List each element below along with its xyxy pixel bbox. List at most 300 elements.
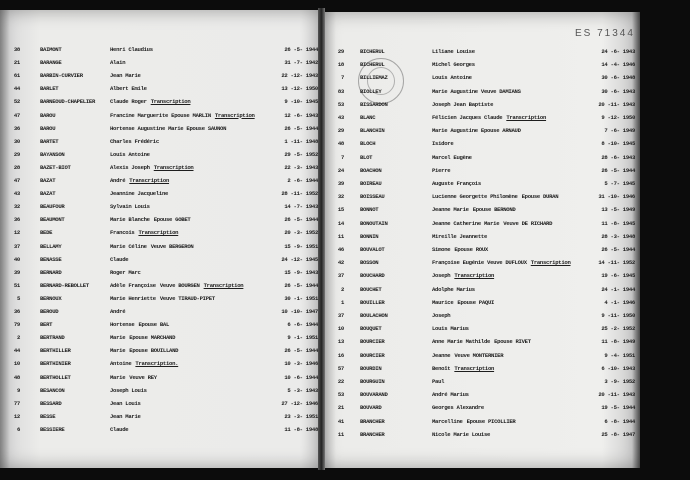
entry-note: Transcription (203, 281, 244, 289)
entry-given-names: Louis Antoine (432, 74, 472, 82)
register-entry (0, 310, 690, 322)
entry-note: Transcription (506, 114, 547, 121)
entry-number: 37 (337, 312, 344, 319)
entry-number: 24 (337, 166, 344, 174)
entry-given-names: André (110, 308, 126, 315)
entry-number: 83 (337, 87, 344, 95)
entry-given-names: Marie Augustine Epouse ARNAUD (432, 127, 521, 135)
entry-given-names: Marie Blanche (110, 216, 150, 224)
entry-number: 41 (337, 417, 344, 425)
entry-date: 20 -3- 1952 (284, 229, 318, 237)
entry-given-names: Jeannine Jacqueline (110, 190, 169, 198)
entry-surname: BOUCHET (360, 285, 382, 293)
entry-given-names: Joseph Louis (110, 386, 147, 394)
entry-details (432, 152, 476, 164)
entry-details (432, 46, 479, 58)
entry-date: 25 -2- 1952 (601, 325, 635, 333)
entry-date: 9 -12- 1950 (601, 114, 635, 121)
entry-given-names: Nicole Marie Louise (432, 430, 491, 438)
entry-surname: BOURCIER (360, 351, 385, 359)
entry-date: 19 -6- 1945 (601, 272, 635, 280)
entry-spouse: Veuve DE RICHARD (503, 219, 553, 227)
entry-surname: BERNARD-REBOLLET (40, 281, 89, 289)
entry-surname: BEAUMONT (40, 216, 65, 224)
entry-date: 6 -6- 1944 (287, 321, 318, 329)
entry-number: 12 (13, 229, 20, 237)
entry-given-names: Adèle Françoise (110, 281, 156, 289)
entry-given-names: Joseph Jean Baptiste (432, 100, 494, 108)
entry-date: 14 -11- 1952 (598, 259, 635, 267)
entry-surname: BOACHON (360, 166, 382, 174)
entry-surname: BERNOUX (40, 294, 62, 302)
entry-details (432, 257, 575, 269)
entry-date: 23 -3- 1951 (284, 412, 318, 420)
entry-surname: BONNOT (360, 206, 379, 214)
entry-surname: BARNEOUD-CHAPELIER (40, 98, 96, 106)
entry-date: 11 -8- 1948 (284, 425, 318, 433)
entry-details (432, 165, 454, 177)
entry-spouse: Epouse BOUILLAND (129, 347, 179, 355)
entry-given-names: Jean Marie (110, 72, 141, 80)
entry-surname: BAIMONT (40, 46, 62, 53)
entry-date: 8 -10- 1945 (601, 140, 635, 148)
entry-number: 36 (13, 308, 20, 315)
entry-given-names: Francine Marguerite Epouse MARLIN (110, 111, 211, 119)
register-entry (0, 399, 690, 414)
entry-number: 43 (337, 114, 344, 121)
entry-date: 26 -5- 1944 (601, 246, 635, 253)
entry-spouse: Veuve MONTERNIER (454, 351, 504, 359)
entry-given-names: Auguste François (432, 180, 481, 187)
entry-details (432, 336, 535, 348)
entry-date: 6 -10- 1943 (601, 364, 635, 372)
entry-given-names: Francois (110, 229, 135, 237)
entry-date: 28 -6- 1943 (601, 153, 635, 161)
entry-given-names: Sylvain Louis (110, 203, 150, 211)
entry-surname: BOULACHON (360, 312, 388, 319)
entry-surname: BERNARD (40, 268, 62, 276)
entry-surname: BLANCHIN (360, 127, 385, 135)
entry-date: 19 -5- 1944 (601, 404, 635, 412)
register-entry (0, 294, 690, 309)
entry-note: Transcription (129, 177, 170, 184)
entry-details (432, 376, 448, 388)
entry-date: 5 -7- 1945 (604, 180, 635, 187)
entry-number: 15 (337, 206, 344, 214)
entry-date: 22 -12- 1943 (281, 72, 318, 80)
entry-given-names: Jeanne Marie (432, 206, 469, 214)
entry-details (432, 350, 507, 362)
entry-given-names: Maurice (432, 298, 454, 306)
entry-date: 20 -11- 1943 (598, 100, 635, 108)
entry-given-names: Charles Frédéric (110, 137, 159, 145)
entry-given-names: Isidore (432, 140, 454, 148)
entry-given-names: Adolphe Marius (432, 285, 475, 293)
entry-details (432, 204, 519, 216)
register-entry (0, 125, 690, 137)
entry-surname: BOISSEAU (360, 193, 385, 201)
entry-date: 9 -1- 1951 (287, 334, 318, 342)
register-entry (0, 416, 690, 428)
entry-number: 29 (337, 48, 344, 55)
entry-date: 30 -1- 1951 (284, 294, 318, 302)
entry-given-names: Marie (110, 373, 126, 381)
entry-details (432, 363, 498, 375)
entry-date: 24 -12- 1945 (281, 255, 318, 263)
entry-given-names: Jean Louis (110, 399, 141, 407)
entry-spouse: Epouse DURAN (521, 193, 559, 201)
entry-number: 11 (337, 232, 344, 240)
entry-given-names: André Marius (432, 391, 469, 399)
register-entry (0, 72, 690, 84)
entry-surname: BERT (40, 321, 53, 329)
register-entry (0, 204, 690, 216)
entry-date: 26 -5- 1944 (284, 347, 318, 355)
entry-note: Transcription (138, 229, 179, 237)
entry-surname: BESSE (40, 412, 56, 420)
entry-date: 13 -12- 1950 (281, 85, 318, 93)
register-entry (0, 138, 690, 150)
entry-details (432, 99, 497, 111)
entry-surname: BOUQUET (360, 325, 382, 333)
entry-given-names: Alain (110, 59, 126, 67)
entry-date: 11 -8- 1949 (601, 338, 635, 346)
entry-date: 15 -9- 1951 (284, 242, 318, 250)
entry-date: 27 -12- 1946 (281, 399, 318, 407)
entry-surname: BENASSE (40, 255, 62, 263)
entry-number: 40 (13, 255, 20, 263)
entry-number: 47 (13, 111, 20, 119)
entry-number: 10 (13, 360, 20, 368)
entry-surname: BOUVARD (360, 404, 382, 412)
entry-date: 24 -6- 1943 (601, 48, 635, 55)
register-entry (0, 244, 690, 256)
entry-given-names: Anne Marie Mathilde (432, 338, 491, 346)
entry-surname: BOIREAU (360, 180, 382, 187)
entry-date: 31 -10- 1946 (598, 193, 635, 201)
entry-details (432, 218, 556, 230)
entry-number: 46 (337, 246, 344, 253)
register-entry (0, 386, 690, 401)
register-entry (0, 281, 690, 296)
entry-date: 26 -5- 1944 (284, 281, 318, 289)
entry-surname: BESSARD (40, 399, 62, 407)
entry-given-names: Lucienne Georgette Philomène (432, 193, 518, 201)
entry-number: 48 (337, 140, 344, 148)
entry-number: 10 (337, 325, 344, 333)
entry-given-names: Michel Georges (432, 61, 475, 69)
entry-given-names: Marie Henriette (110, 294, 156, 302)
register-entry (0, 46, 690, 58)
entry-number: 5 (16, 294, 20, 302)
entry-surname: BAZAT (40, 177, 56, 184)
entry-given-names: Françoise Eugénie Veuve DUFLOUX (432, 259, 527, 267)
register-entry (0, 165, 690, 177)
entry-number: 79 (13, 321, 20, 329)
entry-details (432, 59, 479, 71)
entry-number: 1 (340, 298, 344, 306)
entry-details (432, 72, 476, 84)
entry-details (432, 125, 525, 137)
entry-given-names: Alexis Joseph (110, 163, 150, 171)
entry-date: 13 -5- 1949 (601, 206, 635, 214)
entry-given-names: Marie (110, 347, 126, 355)
entry-details (432, 191, 562, 203)
entry-details (432, 86, 525, 98)
entry-number: 32 (13, 203, 20, 211)
entry-details (432, 310, 454, 322)
entry-date: 4 -1- 1946 (604, 298, 635, 306)
entry-given-names: Claude Roger (110, 98, 147, 106)
entry-number: 42 (337, 259, 344, 267)
entry-date: 12 -6- 1943 (284, 111, 318, 119)
entry-surname: BAZET-BIOT (40, 163, 71, 171)
entry-date: 1 -11- 1948 (284, 137, 318, 145)
entry-surname: BAROU (40, 124, 56, 132)
entry-number: 52 (13, 98, 20, 106)
entry-number: 18 (337, 61, 344, 69)
entry-given-names: Jeanne (432, 351, 451, 359)
entry-surname: BOUILLER (360, 298, 385, 306)
entry-surname: BEAUFOUR (40, 203, 65, 211)
register-entry (0, 429, 690, 441)
entry-surname: BOUCHARD (360, 272, 385, 280)
entry-date: 26 -5- 1944 (284, 216, 318, 224)
entry-date: 20 -11- 1943 (598, 391, 635, 399)
entry-spouse: Epouse GOBET (153, 216, 191, 224)
entry-date: 9 -4- 1951 (604, 351, 635, 359)
entry-date: 9 -10- 1945 (284, 98, 318, 106)
entry-surname: BARBIN-CURVIER (40, 72, 83, 80)
register-entry (0, 373, 690, 388)
entry-number: 7 (340, 153, 344, 161)
entry-number: 9 (16, 386, 20, 394)
entry-given-names: Pierre (432, 166, 451, 174)
register-entry (0, 152, 690, 164)
entry-surname: BARTET (40, 137, 59, 145)
entry-number: 37 (337, 272, 344, 280)
entry-details (432, 297, 498, 309)
entry-date: 11 -8- 1945 (601, 219, 635, 227)
register-entry (0, 231, 690, 243)
entry-surname: BAROU (40, 111, 56, 119)
entry-surname: BOURGUIN (360, 378, 385, 385)
entry-date: 15 -9- 1943 (284, 268, 318, 276)
entry-number: 44 (13, 347, 20, 355)
entry-details (432, 416, 520, 428)
entry-date: 22 -3- 1943 (284, 163, 318, 171)
entry-surname: BICHERUL (360, 61, 385, 69)
entry-date: 10 -10- 1947 (281, 308, 318, 315)
entry-surname: BESSIERE (40, 425, 65, 433)
entry-date: 5 -3- 1943 (287, 386, 318, 394)
entry-date: 9 -11- 1950 (601, 312, 635, 319)
entry-surname: BARLET (40, 85, 59, 93)
entry-note: Transcription (530, 259, 571, 267)
entry-number: 61 (13, 72, 20, 80)
entry-details (432, 138, 457, 150)
entry-number: 77 (13, 399, 20, 407)
entry-given-names: Albert Emile (110, 85, 147, 93)
register-entry (0, 99, 690, 111)
entry-date: 14 -7- 1943 (284, 203, 318, 211)
entry-surname: BLANC (360, 114, 376, 121)
entry-surname: BOURDIN (360, 364, 382, 372)
entry-surname: BELLAMY (40, 242, 62, 250)
entry-date: 2 -6- 1944 (287, 177, 318, 184)
entry-spouse: Epouse PICOLLIER (466, 417, 516, 425)
entry-number: 51 (13, 281, 20, 289)
entry-spouse: Veuve REY (129, 373, 157, 381)
entry-date: 28 -3- 1948 (601, 232, 635, 240)
entry-number: 47 (13, 177, 20, 184)
entry-surname: BERTHINIER (40, 360, 71, 368)
entry-date: 30 -6- 1943 (601, 87, 635, 95)
entry-given-names: Jeanne Catherine Marie (432, 219, 500, 227)
entry-details (432, 429, 494, 441)
entry-surname: BILLIEMAZ (360, 74, 388, 82)
entry-note: Transcription (153, 163, 194, 171)
register-entry (0, 218, 690, 230)
entry-given-names: Hortense (110, 321, 135, 329)
entry-date: 28 -11- 1952 (281, 190, 318, 198)
entry-surname: BOUVALOT (360, 246, 385, 253)
entry-given-names: Liliane Louise (432, 48, 475, 55)
entry-spouse: Epouse RIVET (494, 338, 531, 346)
entry-number: 13 (337, 338, 344, 346)
register-entry (0, 323, 690, 335)
entry-date: 25 -8- 1947 (601, 430, 635, 438)
entry-details (432, 402, 488, 414)
entry-number: 28 (13, 163, 20, 171)
archive-reference: ES 71344 (575, 28, 635, 39)
entry-details (432, 244, 492, 256)
entry-note: Transcription (214, 111, 255, 119)
entry-given-names: Louis Marius (432, 325, 469, 333)
entry-surname: BEROUD (40, 308, 59, 315)
entry-given-names: Joseph (432, 312, 451, 319)
entry-given-names: Marcelline (432, 417, 463, 425)
entry-given-names: Henri Claudius (110, 46, 153, 53)
entry-surname: BERTHOLLET (40, 373, 71, 381)
entry-number: 6 (16, 425, 20, 433)
entry-date: 3 -9- 1952 (604, 378, 635, 385)
entry-given-names: Louis Antoine (110, 150, 150, 158)
entry-surname: BAYANSON (40, 150, 65, 158)
entry-date: 24 -1- 1944 (601, 285, 635, 293)
entry-date: 6 -8- 1944 (604, 417, 635, 425)
entry-given-names: Jean Marie (110, 412, 141, 420)
entry-note: Transcription (454, 272, 495, 280)
entry-number: 16 (337, 351, 344, 359)
entry-date: 10 -6- 1944 (284, 373, 318, 381)
entry-given-names: Félicien Jacques Claude (432, 114, 503, 121)
entry-date: 26 -5- 1944 (284, 124, 318, 132)
entry-note: Transcription. (135, 360, 179, 368)
entry-number: 29 (337, 127, 344, 135)
entry-given-names: Joseph (432, 272, 451, 280)
entry-number: 37 (13, 242, 20, 250)
entry-surname: BICHERUL (360, 48, 385, 55)
entry-spouse: Epouse PAQUI (457, 298, 495, 306)
entry-spouse: Epouse BAL (138, 321, 170, 329)
entry-number: 48 (13, 373, 20, 381)
entry-given-names: Paul (432, 378, 445, 385)
entry-number: 12 (13, 412, 20, 420)
register-entry (0, 191, 690, 203)
entry-number: 21 (13, 59, 20, 67)
entry-surname: BIOLLEY (360, 87, 382, 95)
entry-given-names: Hortense Augustine Marie Epouse SAUNON (110, 124, 227, 132)
entry-spouse: Epouse MARCHAND (129, 334, 176, 342)
entry-surname: BISSARDON (360, 100, 388, 108)
entry-surname: BAZAT (40, 190, 56, 198)
entry-given-names: Marie (110, 334, 126, 342)
entry-number: 44 (13, 85, 20, 93)
register-entry (0, 363, 690, 375)
entry-details (432, 323, 473, 335)
register-entry (0, 336, 690, 348)
entry-details (432, 178, 485, 190)
entry-number: 53 (337, 100, 344, 108)
entry-surname: BOUVARAND (360, 391, 388, 399)
entry-date: 29 -5- 1952 (284, 150, 318, 158)
entry-given-names: André (110, 177, 126, 184)
entry-given-names: Simone (432, 246, 451, 253)
entry-surname: BONOUTAIN (360, 219, 388, 227)
entry-number: 39 (13, 268, 20, 276)
entry-spouse: Epouse BERNOND (472, 206, 516, 214)
entry-number: 21 (337, 404, 344, 412)
entry-number: 29 (13, 150, 20, 158)
register-entry (0, 270, 690, 282)
entry-given-names: Claude (110, 255, 129, 263)
entry-given-names: Antoine (110, 360, 132, 368)
entry-spouse: Veuve BERGERON (150, 242, 194, 250)
entry-given-names: Georges Alexandre (432, 404, 484, 412)
entry-date: 14 -4- 1946 (601, 61, 635, 69)
entry-number: 32 (337, 193, 344, 201)
entry-surname: BLOCH (360, 140, 376, 148)
entry-number: 36 (13, 124, 20, 132)
entry-date: 31 -7- 1942 (284, 59, 318, 67)
entry-given-names: Roger Marc (110, 268, 141, 276)
entry-spouse: Veuve TIRAUD-PIPET (159, 294, 215, 302)
register-entry (0, 112, 690, 124)
entry-surname: BOURCIER (360, 338, 385, 346)
entry-given-names: Mireille Jeannette (432, 232, 488, 240)
entry-date: 26 -5- 1944 (284, 46, 318, 53)
entry-surname: BEDE (40, 229, 53, 237)
entry-date: 30 -6- 1948 (601, 74, 635, 82)
register-entry (0, 86, 690, 98)
entry-number: 30 (13, 137, 20, 145)
entry-details (432, 284, 479, 296)
entry-number: 14 (337, 219, 344, 227)
entry-surname: BOSSON (360, 259, 379, 267)
entry-number: 43 (13, 190, 20, 198)
entry-given-names: Marie Augustine Veuve DAMIANS (432, 87, 521, 95)
entry-date: 10 -3- 1946 (284, 360, 318, 368)
register-entry (0, 257, 690, 269)
entry-surname: BARANGE (40, 59, 62, 67)
entry-surname: BESANCON (40, 386, 65, 394)
entry-number: 38 (13, 46, 20, 53)
entry-surname: BERTHILLER (40, 347, 71, 355)
entry-number: 2 (340, 285, 344, 293)
entry-note: Transcription (454, 364, 495, 372)
entry-details (432, 270, 498, 282)
